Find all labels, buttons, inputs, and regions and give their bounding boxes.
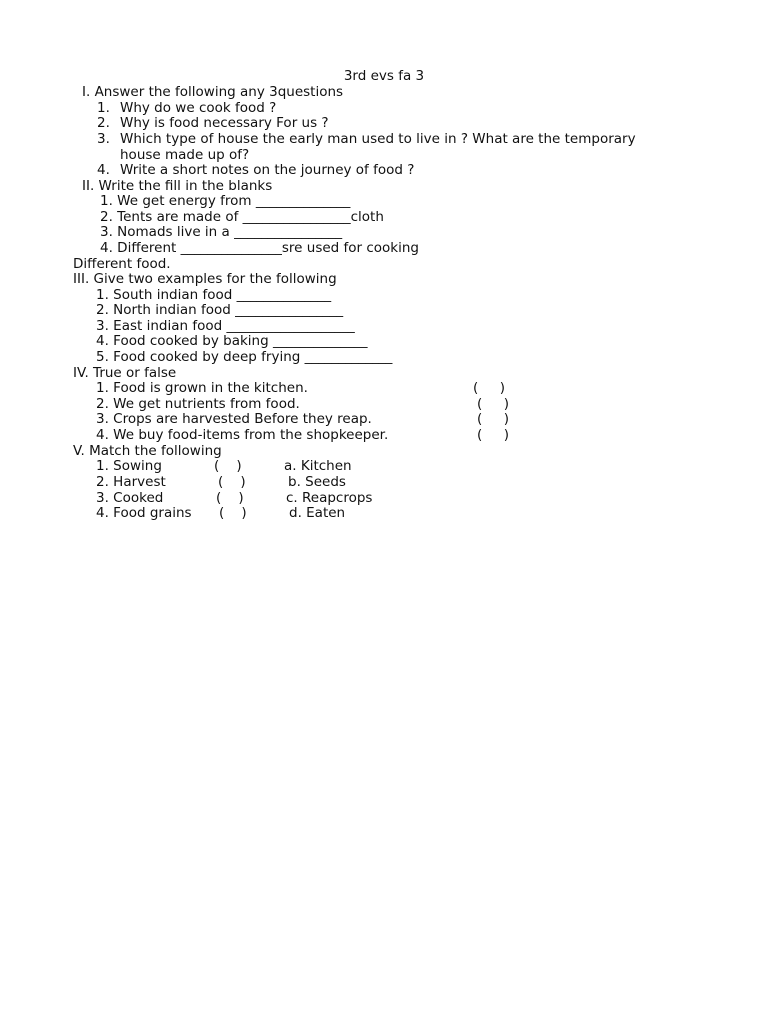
match-left-item: 3. Cooked (96, 490, 164, 506)
section-1-heading: I. Answer the following any 3questions (82, 84, 344, 100)
fill-blank-item: 3. Nomads live in a ________________ (100, 224, 343, 240)
match-right-item: d. Eaten (289, 505, 346, 521)
true-false-answer-box: ( ) (477, 427, 509, 443)
true-false-answer-box: ( ) (477, 396, 509, 412)
example-item: 4. Food cooked by baking ______________ (96, 333, 368, 349)
example-item: 5. Food cooked by deep frying _____________ (96, 349, 393, 365)
q1-text: Why do we cook food ? (120, 100, 277, 116)
match-answer-box: ( ) (219, 505, 247, 521)
q4-text: Write a short notes on the journey of food ? (120, 162, 415, 178)
fill-blank-continuation: Different food. (73, 256, 171, 272)
section-5-heading: V. Match the following (73, 443, 222, 459)
q1-number: 1. (97, 100, 110, 116)
match-left-item: 1. Sowing (96, 458, 162, 474)
match-answer-box: ( ) (214, 458, 242, 474)
q2-number: 2. (97, 115, 110, 131)
true-false-answer-box: ( ) (477, 411, 509, 427)
section-2-heading: II. Write the fill in the blanks (82, 178, 273, 194)
q2-text: Why is food necessary For us ? (120, 115, 329, 131)
true-false-statement: 3. Crops are harvested Before they reap. (96, 411, 372, 427)
q3-number: 3. (97, 131, 110, 147)
fill-blank-item: 1. We get energy from ______________ (100, 193, 351, 209)
true-false-answer-box: ( ) (473, 380, 505, 396)
match-left-item: 4. Food grains (96, 505, 192, 521)
match-left-item: 2. Harvest (96, 474, 166, 490)
example-item: 3. East indian food ___________________ (96, 318, 355, 334)
section-4-heading: IV. True or false (73, 365, 177, 381)
fill-blank-item: 2. Tents are made of ________________cloth (100, 209, 384, 225)
q4-number: 4. (97, 162, 110, 178)
example-item: 1. South indian food ______________ (96, 287, 332, 303)
example-item: 2. North indian food ________________ (96, 302, 344, 318)
section-3-heading: III. Give two examples for the following (73, 271, 337, 287)
q3-text-continued: house made up of? (120, 147, 250, 163)
match-right-item: a. Kitchen (284, 458, 352, 474)
match-right-item: b. Seeds (288, 474, 346, 490)
match-right-item: c. Reapcrops (286, 490, 373, 506)
q3-text: Which type of house the early man used to live in ? What are the temporary (120, 131, 636, 147)
true-false-statement: 4. We buy food-items from the shopkeeper. (96, 427, 389, 443)
page-title: 3rd evs fa 3 (343, 68, 425, 84)
true-false-statement: 1. Food is grown in the kitchen. (96, 380, 308, 396)
match-answer-box: ( ) (216, 490, 244, 506)
match-answer-box: ( ) (218, 474, 246, 490)
fill-blank-item: 4. Different _______________sre used for cooking (100, 240, 420, 256)
true-false-statement: 2. We get nutrients from food. (96, 396, 300, 412)
